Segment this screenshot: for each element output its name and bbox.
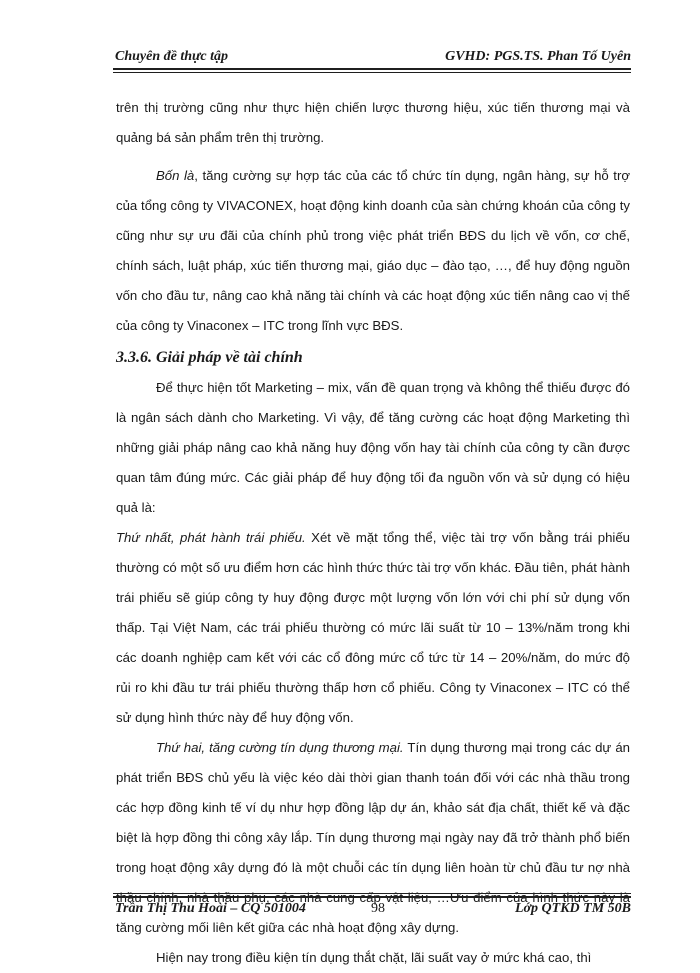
paragraph-bon-la bbox=[116, 161, 630, 341]
paragraph-body: Xét về mặt tổng thể, việc tài trợ vốn bằng trái phiếu thường có một số ưu điểm hơn các hình thức thức tài trợ vốn khác. Đầu tiên, phát hành trái phiếu sẽ giúp công ty huy động được một lượng vốn lớn với chi phí sử dụng vốn thấp. Tại Việt Nam, các trái phiếu thường có mức lãi suất từ 10 – 13%/năm trong khi các doanh nghiệp cam kết với các cổ đông mức cổ tức từ 14 – 20%/năm, do mức độ rủi ro khi đầu tư trái phiếu thường thấp hơn cổ phiếu. Công ty Vinaconex – ITC có thể sử dụng hình thức này để huy động vốn. bbox=[116, 530, 631, 725]
paragraph-lead: Thứ nhất, phát hành trái phiếu. bbox=[116, 530, 306, 545]
page-footer bbox=[113, 899, 631, 921]
paragraph-intro: Để thực hiện tốt Marketing – mix, vấn đề quan trọng và không thể thiếu được đó là ngân sách dành cho Marketing. Vì vậy, để tăng cường các hoạt động Marketing thì những giải pháp nâng cao khả năng huy động vốn hay tài chính của công ty cần được quan tâm đúng mức. Các giải pháp để huy động tối đa nguồn vốn và sử dụng có hiệu quả là: bbox=[116, 380, 630, 515]
page-header bbox=[113, 47, 631, 69]
footer-rule bbox=[113, 893, 631, 898]
page-number: 98 bbox=[371, 901, 385, 916]
header-advisor: GVHD: PGS.TS. Phan Tố Uyên bbox=[445, 49, 631, 64]
paragraph-lead: Thứ hai, tăng cường tín dụng thương mại. bbox=[156, 740, 404, 755]
section-heading: 3.3.6. Giải pháp về tài chính bbox=[116, 349, 303, 366]
paragraph-body: Tín dụng thương mại trong các dự án phát triển BĐS chủ yếu là việc kéo dài thời gian thanh toán đối với các nhà thầu trong các hợp đồng kinh tế ví dụ như hợp đồng lập dự án, khảo sát địa chất, thiết kế và đặc biệt là hợp đồng thi công xây lắp. Tín dụng thương mại ngày nay đã trở thành phổ biến trong hoạt động xây dựng đó là một chuỗi các tín dụng liên hoàn từ chủ đầu tư nợ nhà thầu chính, nhà thầu phụ, các nhà cung cấp vật liệu, …Ưu điểm của hình thức này là tăng cường mối liên kết giữa các nhà hoạt động xây dựng. bbox=[116, 740, 630, 935]
footer-author: Trần Thị Thu Hoài – CQ 501004 bbox=[115, 901, 306, 916]
paragraph-hien-nay: Hiện nay trong điều kiện tín dụng thắt chặt, lãi suất vay ở mức khá cao, thì bbox=[156, 950, 592, 965]
header-title: Chuyên đề thực tập bbox=[115, 49, 229, 64]
paragraph-thu-nhat bbox=[116, 523, 630, 733]
header-rule bbox=[113, 68, 631, 73]
footer-class: Lớp QTKD TM 50B bbox=[514, 901, 631, 916]
paragraph-continuation: trên thị trường cũng như thực hiện chiến lược thương hiệu, xúc tiến thương mại và quảng bá sản phẩm trên thị trường. bbox=[116, 100, 630, 145]
paragraph-body: , tăng cường sự hợp tác của các tổ chức tín dụng, ngân hàng, sự hỗ trợ của tổng công ty VIVACONEX, hoạt động kinh doanh của sàn chứng khoán của công ty cũng như sự ưu đãi của chính phủ trong việc phát triển BĐS du lịch về vốn, cơ chế, chính sách, luật pháp, xúc tiến thương mại, giáo dục – đào tạo, …, để huy động nguồn vốn cho đầu tư, nâng cao khả năng tài chính và các hoạt động xúc tiến nâng cao vị thế của công ty Vinaconex – ITC trong lĩnh vực BĐS. bbox=[116, 168, 630, 333]
body-text bbox=[116, 93, 630, 973]
paragraph-lead: Bốn là bbox=[156, 168, 195, 183]
